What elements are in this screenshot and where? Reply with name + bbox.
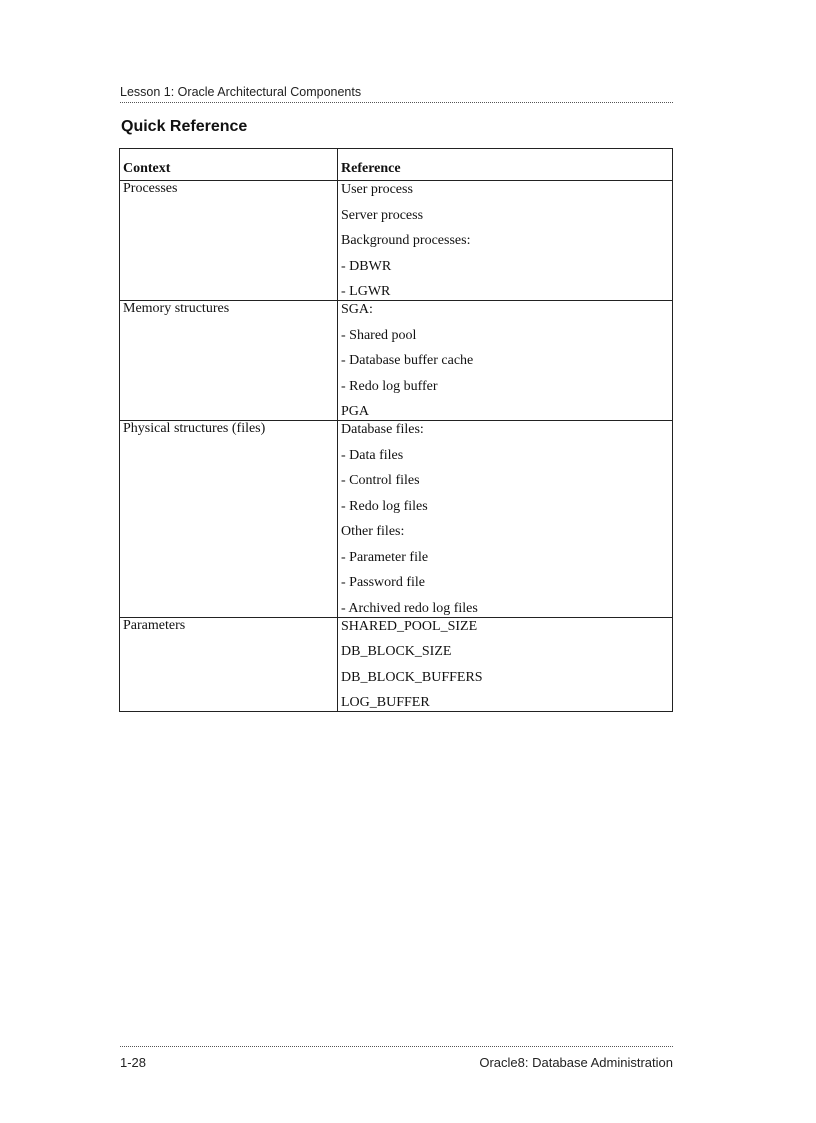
table-body xyxy=(120,181,673,712)
table-row xyxy=(120,301,673,421)
reference-cell xyxy=(338,617,673,712)
reference-item: - Redo log buffer xyxy=(341,378,438,394)
running-header: Lesson 1: Oracle Architectural Components xyxy=(120,84,673,103)
table-header-row xyxy=(120,149,673,181)
reference-item: - Archived redo log files xyxy=(341,600,478,616)
reference-item: - Control files xyxy=(341,473,420,488)
reference-item: - Data files xyxy=(341,447,404,463)
reference-item: SGA: xyxy=(341,302,373,317)
context-cell: Memory structures xyxy=(120,301,338,421)
book-title: Oracle8: Database Administration xyxy=(479,1055,673,1070)
reference-item: Background processes: xyxy=(341,233,471,248)
context-cell: Processes xyxy=(120,181,338,301)
column-header-context: Context xyxy=(120,149,338,181)
quick-reference-table xyxy=(119,148,673,712)
reference-item: DB_BLOCK_SIZE xyxy=(341,644,452,659)
reference-cell xyxy=(338,301,673,421)
reference-item: - DBWR xyxy=(341,258,392,274)
reference-item: LOG_BUFFER xyxy=(341,695,430,710)
reference-item: - Redo log files xyxy=(341,498,428,514)
reference-item: - Password file xyxy=(341,575,425,590)
reference-item: - LGWR xyxy=(341,284,391,299)
table-row xyxy=(120,421,673,618)
reference-item: - Database buffer cache xyxy=(341,353,474,368)
reference-item: - Parameter file xyxy=(341,549,429,565)
reference-item: Other files: xyxy=(341,524,405,539)
reference-item: DB_BLOCK_BUFFERS xyxy=(341,669,483,685)
reference-cell xyxy=(338,181,673,301)
reference-item: User process xyxy=(341,182,413,197)
reference-item: PGA xyxy=(341,404,370,419)
context-cell: Parameters xyxy=(120,617,338,712)
reference-item: Server process xyxy=(341,207,424,223)
page-number: 1-28 xyxy=(120,1055,147,1070)
reference-item: Database files: xyxy=(341,422,424,437)
table-row xyxy=(120,617,673,712)
reference-item: - Shared pool xyxy=(341,327,417,343)
section-title: Quick Reference xyxy=(121,118,248,135)
context-cell: Physical structures (files) xyxy=(120,421,338,618)
table-row xyxy=(120,181,673,301)
column-header-reference: Reference xyxy=(338,149,673,181)
reference-cell xyxy=(338,421,673,618)
page-footer xyxy=(120,1046,673,1070)
reference-item: SHARED_POOL_SIZE xyxy=(341,618,478,634)
